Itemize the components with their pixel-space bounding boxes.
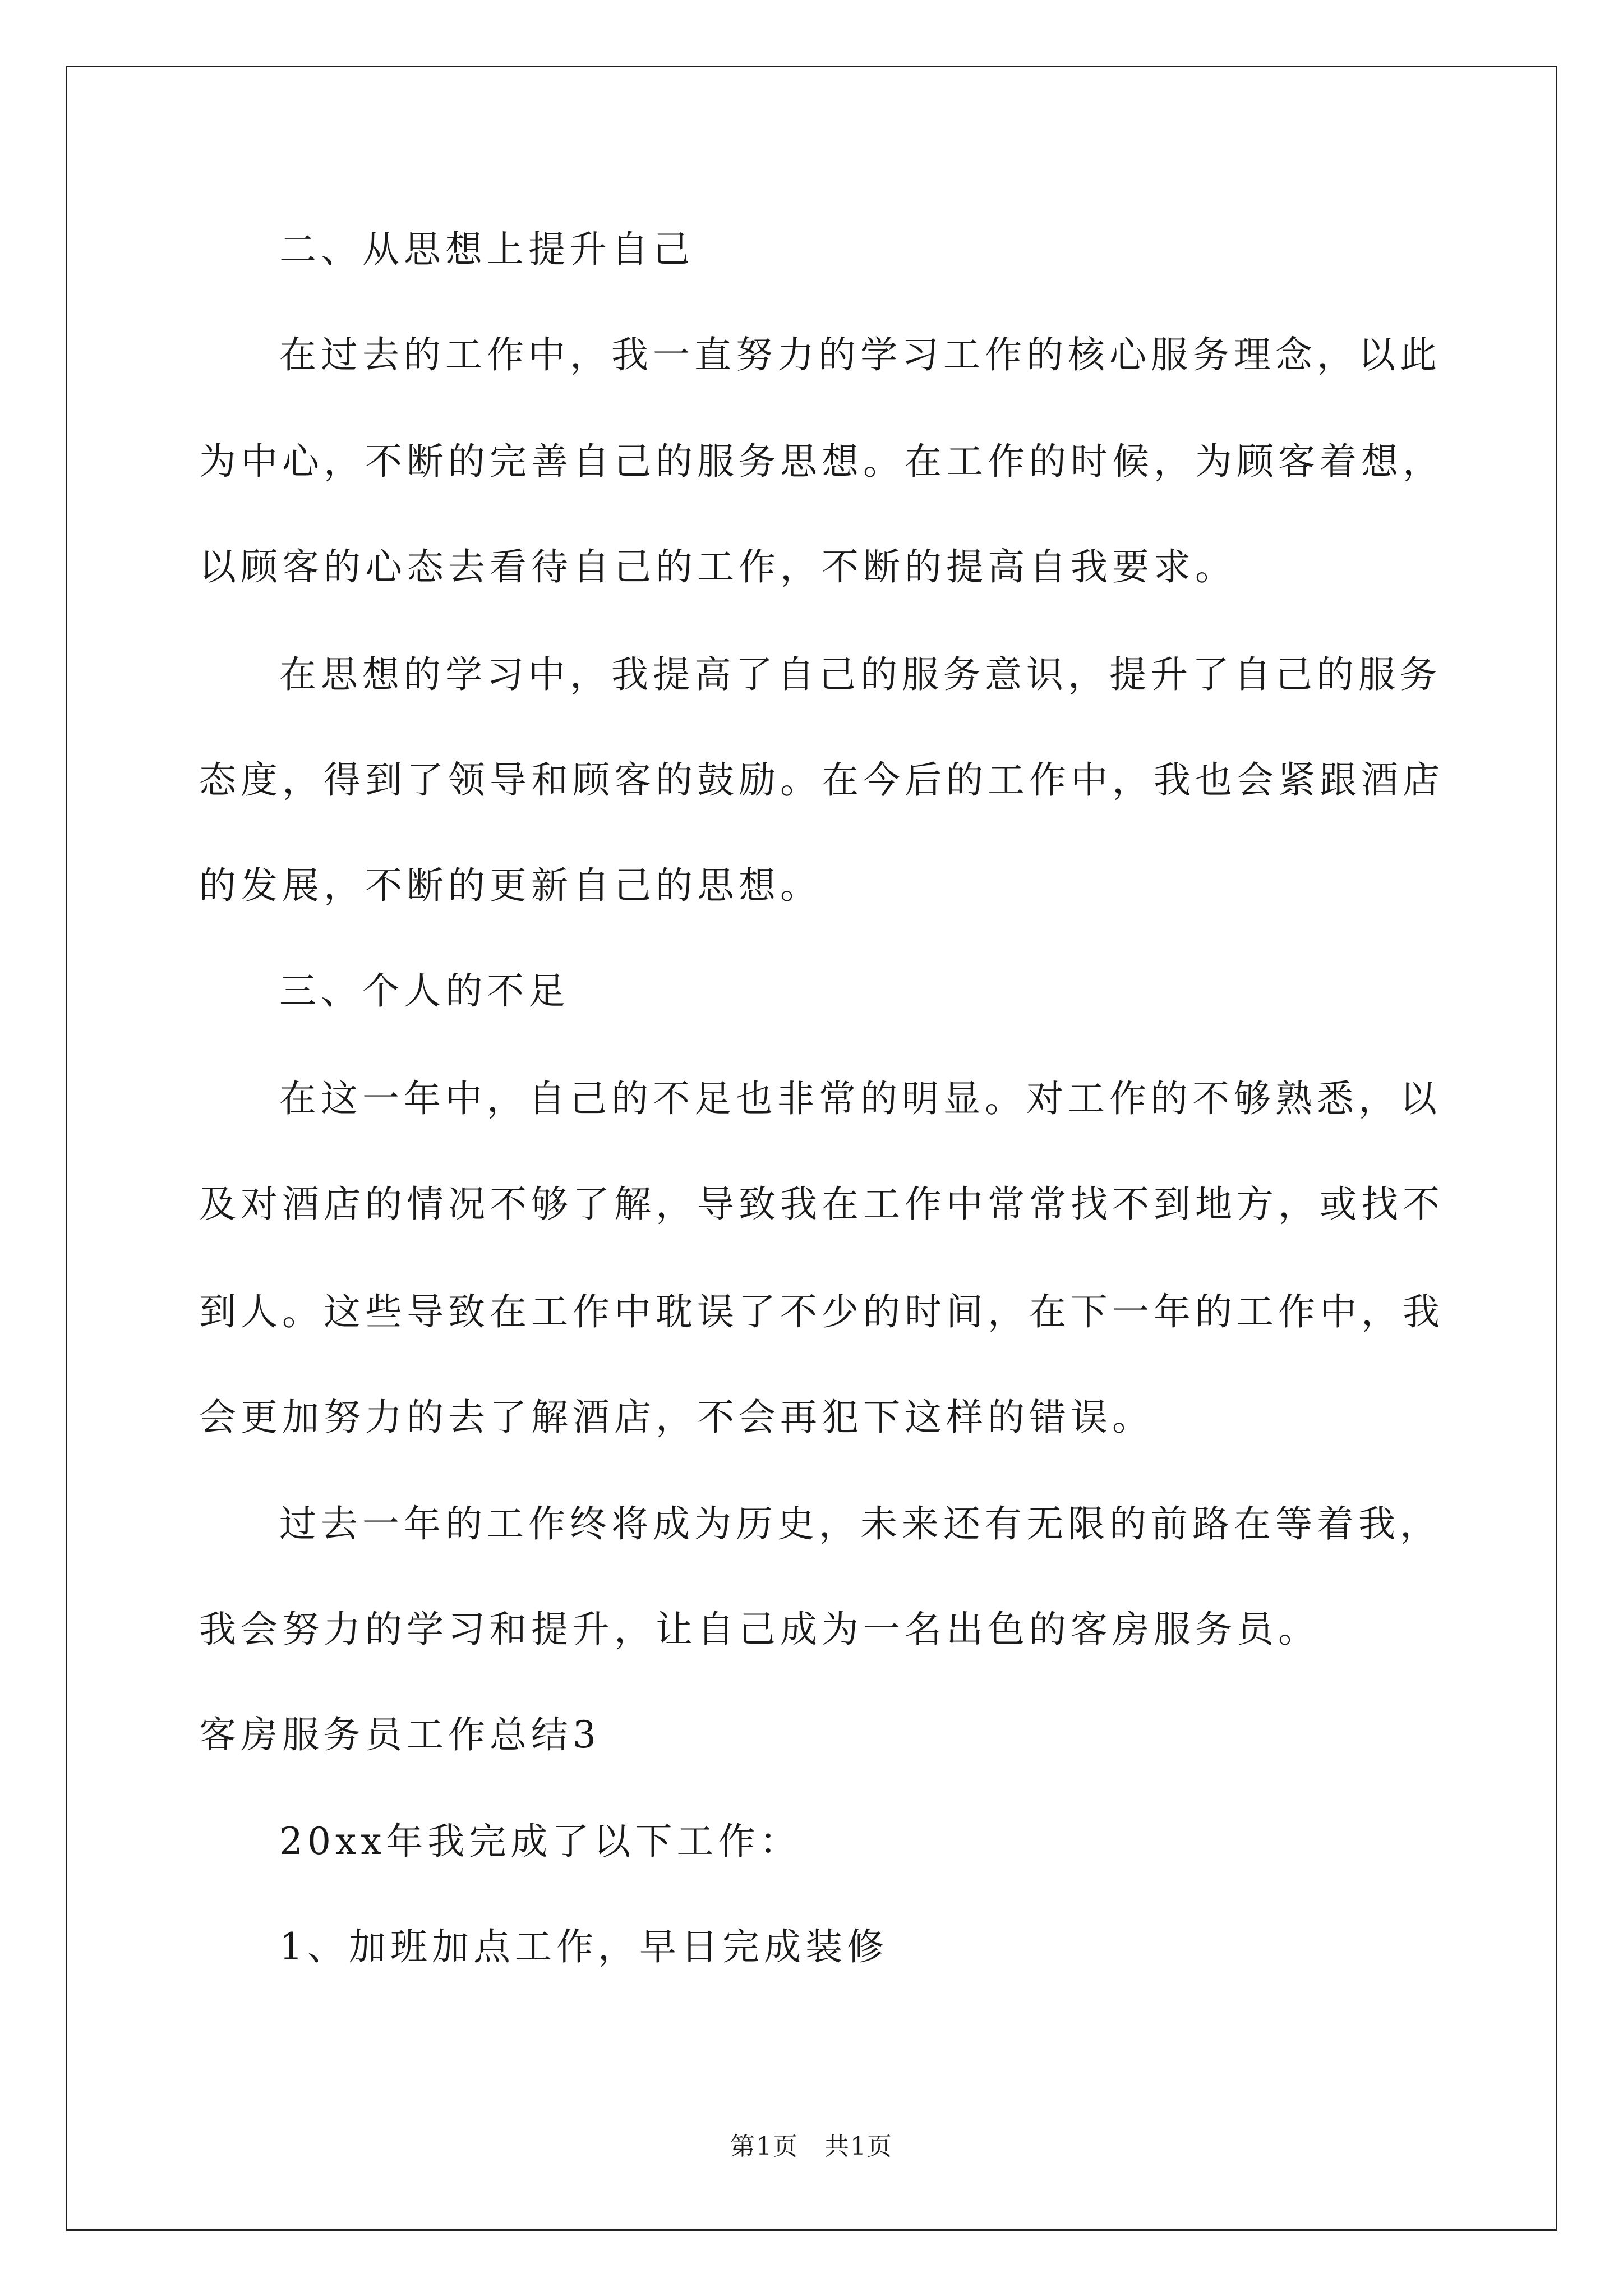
paragraph-line: 20xx年我完成了以下工作：: [279, 1820, 801, 1863]
list-item: 1、加班加点工作，早日完成装修: [279, 1925, 888, 1968]
document-title: 客房服务员工作总结3: [199, 1713, 601, 1756]
paragraph-line: 的发展，不断的更新自己的思想。: [199, 864, 822, 907]
paragraph-line: 我会努力的学习和提升，让自己成为一名出色的客房服务员。: [199, 1608, 1320, 1651]
paragraph-line: 会更加努力的去了解酒店，不会再犯下这样的错误。: [199, 1396, 1154, 1439]
paragraph-line: 及对酒店的情况不够了解，导致我在工作中常常找不到地方，或找不: [199, 1182, 1444, 1226]
paragraph-line: 过去一年的工作终将成为历史，未来还有无限的前路在等着我，: [279, 1502, 1441, 1545]
paragraph-line: 在过去的工作中，我一直努力的学习工作的核心服务理念，以此: [279, 333, 1441, 376]
paragraph-line: 以顾客的心态去看待自己的工作，不断的提高自我要求。: [199, 545, 1237, 588]
paragraph-line: 在这一年中，自己的不足也非常的明显。对工作的不够熟悉，以: [279, 1077, 1441, 1120]
page-border: [66, 66, 1557, 2231]
page-number-footer: 第1页 共1页: [730, 2132, 893, 2161]
paragraph-line: 态度，得到了领导和顾客的鼓励。在今后的工作中，我也会紧跟酒店: [199, 758, 1444, 802]
section-heading: 二、从思想上提升自己: [279, 228, 694, 271]
paragraph-line: 为中心，不断的完善自己的服务思想。在工作的时候，为顾客着想，: [199, 440, 1444, 483]
paragraph-line: 在思想的学习中，我提高了自己的服务意识，提升了自己的服务: [279, 653, 1441, 696]
paragraph-line: 到人。这些导致在工作中耽误了不少的时间，在下一年的工作中，我: [199, 1290, 1444, 1333]
section-heading: 三、个人的不足: [279, 969, 570, 1013]
